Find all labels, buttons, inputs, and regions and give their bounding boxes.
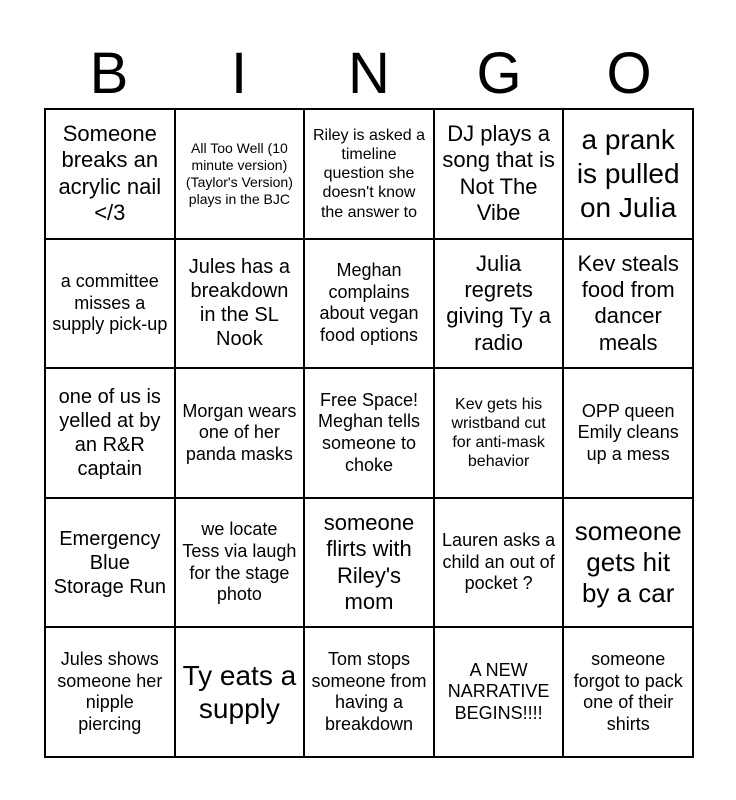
- bingo-cell[interactable]: All Too Well (10 minute version) (Taylor's Version) plays in the BJC: [175, 109, 305, 239]
- header-letter-n: N: [348, 41, 390, 106]
- bingo-cell[interactable]: Morgan wears one of her panda masks: [175, 368, 305, 498]
- bingo-cell[interactable]: Tom stops someone from having a breakdown: [304, 627, 434, 757]
- header-letter-o: O: [606, 41, 652, 106]
- header-letter-g: G: [476, 41, 522, 106]
- header-letter-b: B: [89, 41, 129, 106]
- bingo-cell[interactable]: one of us is yelled at by an R&R captain: [45, 368, 175, 498]
- header-letter-i: I: [230, 41, 248, 106]
- bingo-cell[interactable]: Jules shows someone her nipple piercing: [45, 627, 175, 757]
- bingo-cell[interactable]: someone gets hit by a car: [563, 498, 693, 628]
- bingo-cell[interactable]: Someone breaks an acrylic nail </3: [45, 109, 175, 239]
- bingo-cell[interactable]: Jules has a breakdown in the SL Nook: [175, 239, 305, 369]
- bingo-cell[interactable]: Emergency Blue Storage Run: [45, 498, 175, 628]
- bingo-cell[interactable]: Ty eats a supply: [175, 627, 305, 757]
- bingo-cell[interactable]: OPP queen Emily cleans up a mess: [563, 368, 693, 498]
- free-space-cell[interactable]: Free Space! Meghan tells someone to choke: [304, 368, 434, 498]
- bingo-cell[interactable]: Meghan complains about vegan food options: [304, 239, 434, 369]
- bingo-cell[interactable]: Kev steals food from dancer meals: [563, 239, 693, 369]
- bingo-cell[interactable]: a committee misses a supply pick-up: [45, 239, 175, 369]
- bingo-cell[interactable]: Riley is asked a timeline question she doesn't know the answer to: [304, 109, 434, 239]
- bingo-header: [44, 42, 694, 106]
- bingo-cell[interactable]: Kev gets his wristband cut for anti-mask behavior: [434, 368, 564, 498]
- bingo-cell[interactable]: someone flirts with Riley's mom: [304, 498, 434, 628]
- bingo-cell[interactable]: Lauren asks a child an out of pocket ?: [434, 498, 564, 628]
- bingo-cell[interactable]: Julia regrets giving Ty a radio: [434, 239, 564, 369]
- bingo-cell[interactable]: a prank is pulled on Julia: [563, 109, 693, 239]
- bingo-cell[interactable]: we locate Tess via laugh for the stage photo: [175, 498, 305, 628]
- bingo-grid: [44, 108, 694, 758]
- bingo-cell[interactable]: DJ plays a song that is Not The Vibe: [434, 109, 564, 239]
- bingo-cell[interactable]: someone forgot to pack one of their shirts: [563, 627, 693, 757]
- bingo-cell[interactable]: A NEW NARRATIVE BEGINS!!!!: [434, 627, 564, 757]
